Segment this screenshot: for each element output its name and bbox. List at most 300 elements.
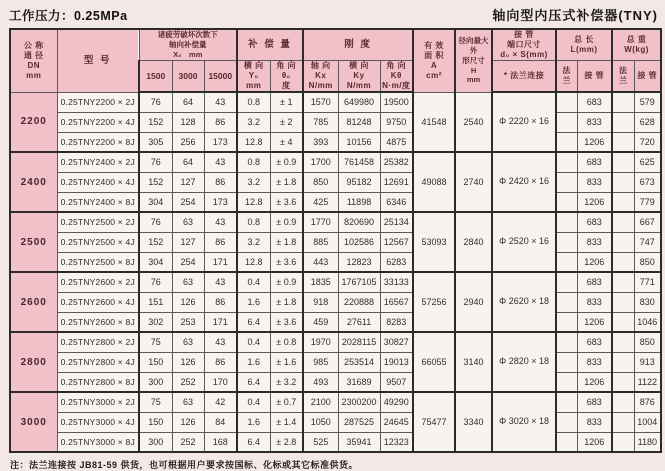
length-flange-cell xyxy=(556,132,577,152)
lateral-comp-cell: 1.6 xyxy=(237,352,270,372)
dn-cell: 2400 xyxy=(10,152,57,212)
length-flange-cell xyxy=(556,292,577,312)
weight-flange-cell xyxy=(612,172,634,192)
axial-comp-15000-cell: 43 xyxy=(204,332,237,352)
weight-pipe-cell: 850 xyxy=(634,252,661,272)
angular-stiffness-cell: 6346 xyxy=(380,192,413,212)
length-pipe-cell: 683 xyxy=(577,332,612,352)
axial-comp-3000-cell: 252 xyxy=(172,432,204,452)
length-flange-cell xyxy=(556,192,577,212)
axial-stiffness-header: 轴 向 Kx N/mm xyxy=(303,61,338,93)
weight-pipe-cell: 779 xyxy=(634,192,661,212)
weight-flange-cell xyxy=(612,332,634,352)
axial-stiffness-cell: 1570 xyxy=(303,92,338,112)
axial-comp-15000-cell: 86 xyxy=(204,232,237,252)
axial-comp-1500-cell: 76 xyxy=(139,212,172,232)
lateral-stiffness-cell: 253514 xyxy=(338,352,380,372)
weight-pipe-cell: 667 xyxy=(634,212,661,232)
angular-stiffness-cell: 8283 xyxy=(380,312,413,332)
working-pressure-title: 工作压力：0.25MPa xyxy=(9,9,128,23)
lateral-stiffness-cell: 27611 xyxy=(338,312,380,332)
weight-pipe-cell: 830 xyxy=(634,292,661,312)
length-pipe-header: 接 管 xyxy=(577,61,612,93)
axial-stiffness-cell: 1700 xyxy=(303,152,338,172)
model-cell: 0.25TNY2200 × 2J xyxy=(57,92,139,112)
angular-comp-cell: ± 1.6 xyxy=(270,352,303,372)
axial-comp-3000-cell: 63 xyxy=(172,212,204,232)
axial-stiffness-cell: 918 xyxy=(303,292,338,312)
axial-comp-1500-cell: 150 xyxy=(139,352,172,372)
table-row xyxy=(10,372,661,392)
axial-comp-3000-cell: 63 xyxy=(172,332,204,352)
length-pipe-cell: 833 xyxy=(577,172,612,192)
length-pipe-cell: 1206 xyxy=(577,192,612,212)
length-flange-cell xyxy=(556,172,577,192)
max-radial-dim-header: 径向最大外 形尺寸 H mm xyxy=(455,29,492,92)
axial-comp-1500-cell: 76 xyxy=(139,152,172,172)
axial-stiffness-cell: 1970 xyxy=(303,332,338,352)
model-cell: 0.25TNY2600 × 4J xyxy=(57,292,139,312)
angular-stiffness-header: 角 向 Kθ N·m/度 xyxy=(380,61,413,93)
weight-flange-cell xyxy=(612,432,634,452)
angular-comp-cell: ± 0.9 xyxy=(270,212,303,232)
angular-comp-cell: ± 1.8 xyxy=(270,172,303,192)
weight-pipe-cell: 1180 xyxy=(634,432,661,452)
angular-comp-cell: ± 0.8 xyxy=(270,332,303,352)
model-cell: 0.25TNY2400 × 4J xyxy=(57,172,139,192)
weight-pipe-cell: 1046 xyxy=(634,312,661,332)
model-cell: 0.25TNY2200 × 4J xyxy=(57,112,139,132)
weight-flange-cell xyxy=(612,272,634,292)
pipe-end-size-cell: Φ 2420 × 16 xyxy=(492,152,556,212)
max-radial-dim-cell: 2840 xyxy=(455,212,492,272)
header-row-groups xyxy=(10,29,661,61)
axial-stiffness-cell: 1770 xyxy=(303,212,338,232)
weight-flange-cell xyxy=(612,312,634,332)
angular-comp-cell: ± 0.9 xyxy=(270,272,303,292)
lateral-comp-cell: 3.2 xyxy=(237,172,270,192)
pipe-end-size-cell: Φ 2220 × 16 xyxy=(492,92,556,152)
length-flange-header: 法 兰 xyxy=(556,61,577,93)
dn-cell: 3000 xyxy=(10,392,57,452)
length-pipe-cell: 1206 xyxy=(577,132,612,152)
pipe-end-size-cell: Φ 2820 × 18 xyxy=(492,332,556,392)
axial-comp-3000-cell: 64 xyxy=(172,92,204,112)
weight-flange-header: 法 兰 xyxy=(612,61,634,93)
lateral-comp-header: 横 向 Y₀ mm xyxy=(237,61,270,93)
lateral-stiffness-cell: 1767105 xyxy=(338,272,380,292)
axial-comp-15000-cell: 86 xyxy=(204,352,237,372)
angular-stiffness-cell: 24645 xyxy=(380,412,413,432)
axial-comp-3000-cell: 126 xyxy=(172,352,204,372)
weight-pipe-cell: 1122 xyxy=(634,372,661,392)
axial-comp-1500-cell: 302 xyxy=(139,312,172,332)
angular-stiffness-cell: 33133 xyxy=(380,272,413,292)
model-cell: 0.25TNY3000 × 2J xyxy=(57,392,139,412)
flange-connection-note-header: * 法兰连接 xyxy=(492,61,556,93)
axial-comp-3000-cell: 254 xyxy=(172,252,204,272)
weight-pipe-cell: 673 xyxy=(634,172,661,192)
angular-stiffness-cell: 19013 xyxy=(380,352,413,372)
pipe-end-size-cell: Φ 3020 × 18 xyxy=(492,392,556,452)
axial-comp-1500-cell: 151 xyxy=(139,292,172,312)
length-pipe-cell: 1206 xyxy=(577,312,612,332)
axial-comp-1500-cell: 305 xyxy=(139,132,172,152)
angular-stiffness-cell: 12567 xyxy=(380,232,413,252)
effective-area-cell: 57256 xyxy=(413,272,455,332)
axial-stiffness-cell: 493 xyxy=(303,372,338,392)
angular-comp-cell: ± 0.9 xyxy=(270,152,303,172)
axial-comp-3000-cell: 127 xyxy=(172,232,204,252)
weight-pipe-cell: 771 xyxy=(634,272,661,292)
length-flange-cell xyxy=(556,152,577,172)
dn-cell: 2600 xyxy=(10,272,57,332)
angular-comp-cell: ± 3.6 xyxy=(270,312,303,332)
table-row xyxy=(10,152,661,172)
angular-comp-header: 角 向 θ₀ 度 xyxy=(270,61,303,93)
cycles-3000-header: 3000 xyxy=(172,61,204,93)
model-cell: 0.25TNY2500 × 4J xyxy=(57,232,139,252)
axial-comp-15000-cell: 43 xyxy=(204,272,237,292)
table-row xyxy=(10,172,661,192)
axial-comp-3000-cell: 127 xyxy=(172,172,204,192)
weight-pipe-cell: 625 xyxy=(634,152,661,172)
axial-comp-15000-cell: 42 xyxy=(204,392,237,412)
weight-pipe-cell: 579 xyxy=(634,92,661,112)
table-header xyxy=(10,29,661,92)
angular-comp-cell: ± 2 xyxy=(270,112,303,132)
axial-comp-1500-cell: 75 xyxy=(139,392,172,412)
title-bar xyxy=(9,5,658,24)
lateral-comp-cell: 1.6 xyxy=(237,292,270,312)
dn-header: 公 称 通 径 DN mm xyxy=(10,29,57,92)
weight-flange-cell xyxy=(612,212,634,232)
model-cell: 0.25TNY2800 × 8J xyxy=(57,372,139,392)
length-pipe-cell: 833 xyxy=(577,232,612,252)
lateral-comp-cell: 12.8 xyxy=(237,192,270,212)
length-pipe-cell: 833 xyxy=(577,112,612,132)
lateral-comp-cell: 3.2 xyxy=(237,232,270,252)
effective-area-cell: 41548 xyxy=(413,92,455,152)
weight-flange-cell xyxy=(612,132,634,152)
length-pipe-cell: 1206 xyxy=(577,432,612,452)
lateral-comp-cell: 1.6 xyxy=(237,412,270,432)
stiffness-group-header: 刚 度 xyxy=(303,29,413,61)
effective-area-cell: 49088 xyxy=(413,152,455,212)
table-row xyxy=(10,232,661,252)
lateral-stiffness-cell: 2028115 xyxy=(338,332,380,352)
length-flange-cell xyxy=(556,352,577,372)
weight-pipe-cell: 876 xyxy=(634,392,661,412)
axial-comp-3000-cell: 254 xyxy=(172,192,204,212)
max-radial-dim-cell: 2940 xyxy=(455,272,492,332)
weight-flange-cell xyxy=(612,92,634,112)
lateral-comp-cell: 0.8 xyxy=(237,92,270,112)
angular-stiffness-cell: 6283 xyxy=(380,252,413,272)
footnote: 注：法兰连接按 JB81-59 供货，也可根据用户要求按国标、化标或其它标准供货。 xyxy=(10,460,359,470)
total-length-group-header: 总 长 L(mm) xyxy=(556,29,612,61)
length-pipe-cell: 683 xyxy=(577,152,612,172)
length-pipe-cell: 683 xyxy=(577,392,612,412)
axial-stiffness-cell: 985 xyxy=(303,352,338,372)
angular-stiffness-cell: 25382 xyxy=(380,152,413,172)
model-cell: 0.25TNY2600 × 2J xyxy=(57,272,139,292)
table-row xyxy=(10,112,661,132)
angular-comp-cell: ± 3.6 xyxy=(270,192,303,212)
effective-area-cell: 66055 xyxy=(413,332,455,392)
lateral-stiffness-cell: 649980 xyxy=(338,92,380,112)
axial-comp-15000-cell: 43 xyxy=(204,152,237,172)
lateral-stiffness-cell: 287525 xyxy=(338,412,380,432)
weight-flange-cell xyxy=(612,232,634,252)
axial-stiffness-cell: 785 xyxy=(303,112,338,132)
lateral-stiffness-cell: 35941 xyxy=(338,432,380,452)
axial-comp-3000-cell: 126 xyxy=(172,292,204,312)
axial-stiffness-cell: 393 xyxy=(303,132,338,152)
axial-comp-3000-cell: 253 xyxy=(172,312,204,332)
angular-comp-cell: ± 3.2 xyxy=(270,372,303,392)
axial-comp-15000-cell: 84 xyxy=(204,412,237,432)
weight-flange-cell xyxy=(612,192,634,212)
model-cell: 0.25TNY3000 × 4J xyxy=(57,412,139,432)
axial-comp-3000-cell: 64 xyxy=(172,152,204,172)
weight-flange-cell xyxy=(612,152,634,172)
table-row xyxy=(10,132,661,152)
lateral-stiffness-cell: 220888 xyxy=(338,292,380,312)
length-flange-cell xyxy=(556,232,577,252)
lateral-stiffness-cell: 12823 xyxy=(338,252,380,272)
axial-stiffness-cell: 850 xyxy=(303,172,338,192)
angular-stiffness-cell: 30827 xyxy=(380,332,413,352)
pipe-end-size-cell: Φ 2620 × 18 xyxy=(492,272,556,332)
lateral-stiffness-cell: 102586 xyxy=(338,232,380,252)
pipe-end-size-group-header: 接 管 端口尺寸 d₀ × S(mm) xyxy=(492,29,556,61)
axial-comp-15000-cell: 86 xyxy=(204,112,237,132)
model-header: 型 号 xyxy=(57,29,139,92)
total-weight-group-header: 总 重 W(kg) xyxy=(612,29,661,61)
angular-stiffness-cell: 4875 xyxy=(380,132,413,152)
axial-comp-3000-cell: 63 xyxy=(172,392,204,412)
length-flange-cell xyxy=(556,272,577,292)
product-type-title: 轴向型内压式补偿器(TNY) xyxy=(492,8,658,23)
axial-stiffness-cell: 885 xyxy=(303,232,338,252)
max-radial-dim-cell: 3140 xyxy=(455,332,492,392)
length-flange-cell xyxy=(556,412,577,432)
lateral-stiffness-cell: 31689 xyxy=(338,372,380,392)
axial-stiffness-cell: 1835 xyxy=(303,272,338,292)
model-cell: 0.25TNY2600 × 8J xyxy=(57,312,139,332)
length-flange-cell xyxy=(556,212,577,232)
length-flange-cell xyxy=(556,372,577,392)
weight-pipe-cell: 1004 xyxy=(634,412,661,432)
table-row xyxy=(10,312,661,332)
angular-stiffness-cell: 16567 xyxy=(380,292,413,312)
weight-flange-cell xyxy=(612,352,634,372)
lateral-comp-cell: 6.4 xyxy=(237,312,270,332)
model-cell: 0.25TNY2800 × 4J xyxy=(57,352,139,372)
dn-cell: 2200 xyxy=(10,92,57,152)
axial-comp-3000-cell: 63 xyxy=(172,272,204,292)
weight-flange-cell xyxy=(612,392,634,412)
axial-stiffness-cell: 1050 xyxy=(303,412,338,432)
angular-comp-cell: ± 0.7 xyxy=(270,392,303,412)
axial-comp-group-header: 诸疲劳破坏次数下 轴向补偿量 X₀ mm xyxy=(139,29,237,61)
angular-comp-cell: ± 1.8 xyxy=(270,232,303,252)
weight-flange-cell xyxy=(612,372,634,392)
table-row xyxy=(10,412,661,432)
axial-comp-1500-cell: 304 xyxy=(139,252,172,272)
lateral-comp-cell: 0.4 xyxy=(237,332,270,352)
dn-cell: 2500 xyxy=(10,212,57,272)
lateral-stiffness-cell: 11898 xyxy=(338,192,380,212)
weight-pipe-cell: 913 xyxy=(634,352,661,372)
weight-flange-cell xyxy=(612,252,634,272)
lateral-stiffness-header: 横 向 Ky N/mm xyxy=(338,61,380,93)
axial-comp-1500-cell: 75 xyxy=(139,332,172,352)
length-pipe-cell: 833 xyxy=(577,292,612,312)
lateral-comp-cell: 0.4 xyxy=(237,392,270,412)
axial-comp-15000-cell: 171 xyxy=(204,252,237,272)
pipe-end-size-cell: Φ 2520 × 16 xyxy=(492,212,556,272)
table-row xyxy=(10,272,661,292)
table-body xyxy=(10,92,661,452)
effective-area-header: 有 效 面 积 A cm² xyxy=(413,29,455,92)
weight-pipe-cell: 720 xyxy=(634,132,661,152)
weight-pipe-header: 接 管 xyxy=(634,61,661,93)
axial-comp-3000-cell: 126 xyxy=(172,412,204,432)
length-flange-cell xyxy=(556,112,577,132)
axial-stiffness-cell: 2100 xyxy=(303,392,338,412)
length-pipe-cell: 683 xyxy=(577,212,612,232)
length-pipe-cell: 683 xyxy=(577,92,612,112)
axial-comp-1500-cell: 76 xyxy=(139,272,172,292)
axial-comp-15000-cell: 43 xyxy=(204,92,237,112)
lateral-stiffness-cell: 2300200 xyxy=(338,392,380,412)
angular-comp-cell: ± 1.8 xyxy=(270,292,303,312)
model-cell: 0.25TNY2200 × 8J xyxy=(57,132,139,152)
angular-comp-cell: ± 1.4 xyxy=(270,412,303,432)
length-flange-cell xyxy=(556,392,577,412)
axial-stiffness-cell: 525 xyxy=(303,432,338,452)
model-cell: 0.25TNY2500 × 8J xyxy=(57,252,139,272)
table-row xyxy=(10,332,661,352)
weight-pipe-cell: 850 xyxy=(634,332,661,352)
axial-comp-15000-cell: 86 xyxy=(204,172,237,192)
angular-comp-cell: ± 4 xyxy=(270,132,303,152)
axial-comp-1500-cell: 150 xyxy=(139,412,172,432)
model-cell: 0.25TNY3000 × 8J xyxy=(57,432,139,452)
angular-comp-cell: ± 2.8 xyxy=(270,432,303,452)
table-row xyxy=(10,432,661,452)
lateral-comp-cell: 6.4 xyxy=(237,372,270,392)
axial-comp-3000-cell: 256 xyxy=(172,132,204,152)
axial-comp-1500-cell: 152 xyxy=(139,232,172,252)
table-row xyxy=(10,252,661,272)
axial-stiffness-cell: 459 xyxy=(303,312,338,332)
model-cell: 0.25TNY2500 × 2J xyxy=(57,212,139,232)
length-flange-cell xyxy=(556,312,577,332)
table-row xyxy=(10,192,661,212)
axial-comp-15000-cell: 173 xyxy=(204,132,237,152)
axial-comp-1500-cell: 300 xyxy=(139,432,172,452)
weight-pipe-cell: 747 xyxy=(634,232,661,252)
axial-comp-1500-cell: 304 xyxy=(139,192,172,212)
max-radial-dim-cell: 2540 xyxy=(455,92,492,152)
angular-comp-cell: ± 1 xyxy=(270,92,303,112)
axial-comp-3000-cell: 252 xyxy=(172,372,204,392)
weight-flange-cell xyxy=(612,112,634,132)
model-cell: 0.25TNY2400 × 2J xyxy=(57,152,139,172)
axial-comp-1500-cell: 152 xyxy=(139,172,172,192)
axial-comp-15000-cell: 86 xyxy=(204,292,237,312)
effective-area-cell: 75477 xyxy=(413,392,455,452)
length-flange-cell xyxy=(556,332,577,352)
lateral-comp-cell: 6.4 xyxy=(237,432,270,452)
angular-stiffness-cell: 25134 xyxy=(380,212,413,232)
length-pipe-cell: 833 xyxy=(577,412,612,432)
angular-comp-cell: ± 3.6 xyxy=(270,252,303,272)
length-pipe-cell: 833 xyxy=(577,352,612,372)
max-radial-dim-cell: 3340 xyxy=(455,392,492,452)
table-row xyxy=(10,92,661,112)
lateral-stiffness-cell: 820690 xyxy=(338,212,380,232)
lateral-comp-cell: 3.2 xyxy=(237,112,270,132)
lateral-comp-cell: 12.8 xyxy=(237,252,270,272)
angular-stiffness-cell: 12323 xyxy=(380,432,413,452)
compensator-spec-table xyxy=(9,28,662,453)
axial-comp-1500-cell: 152 xyxy=(139,112,172,132)
lateral-stiffness-cell: 81248 xyxy=(338,112,380,132)
weight-flange-cell xyxy=(612,412,634,432)
axial-comp-15000-cell: 170 xyxy=(204,372,237,392)
axial-comp-15000-cell: 171 xyxy=(204,312,237,332)
angular-stiffness-cell: 9507 xyxy=(380,372,413,392)
table-row xyxy=(10,352,661,372)
table-row xyxy=(10,292,661,312)
lateral-comp-cell: 12.8 xyxy=(237,132,270,152)
table-row xyxy=(10,392,661,412)
length-pipe-cell: 683 xyxy=(577,272,612,292)
lateral-comp-cell: 0.8 xyxy=(237,212,270,232)
weight-flange-cell xyxy=(612,292,634,312)
axial-stiffness-cell: 443 xyxy=(303,252,338,272)
model-cell: 0.25TNY2400 × 8J xyxy=(57,192,139,212)
lateral-stiffness-cell: 10156 xyxy=(338,132,380,152)
weight-pipe-cell: 628 xyxy=(634,112,661,132)
cycles-1500-header: 1500 xyxy=(139,61,172,93)
table-row xyxy=(10,212,661,232)
axial-comp-15000-cell: 168 xyxy=(204,432,237,452)
lateral-comp-cell: 0.4 xyxy=(237,272,270,292)
length-flange-cell xyxy=(556,432,577,452)
length-flange-cell xyxy=(556,92,577,112)
axial-stiffness-cell: 425 xyxy=(303,192,338,212)
lateral-stiffness-cell: 761458 xyxy=(338,152,380,172)
axial-comp-1500-cell: 300 xyxy=(139,372,172,392)
axial-comp-15000-cell: 43 xyxy=(204,212,237,232)
length-pipe-cell: 1206 xyxy=(577,372,612,392)
angular-stiffness-cell: 19500 xyxy=(380,92,413,112)
axial-comp-3000-cell: 128 xyxy=(172,112,204,132)
angular-stiffness-cell: 12691 xyxy=(380,172,413,192)
max-radial-dim-cell: 2740 xyxy=(455,152,492,212)
compensation-group-header: 补 偿 量 xyxy=(237,29,303,61)
length-pipe-cell: 1206 xyxy=(577,252,612,272)
dn-cell: 2800 xyxy=(10,332,57,392)
axial-comp-15000-cell: 173 xyxy=(204,192,237,212)
effective-area-cell: 53093 xyxy=(413,212,455,272)
angular-stiffness-cell: 9750 xyxy=(380,112,413,132)
